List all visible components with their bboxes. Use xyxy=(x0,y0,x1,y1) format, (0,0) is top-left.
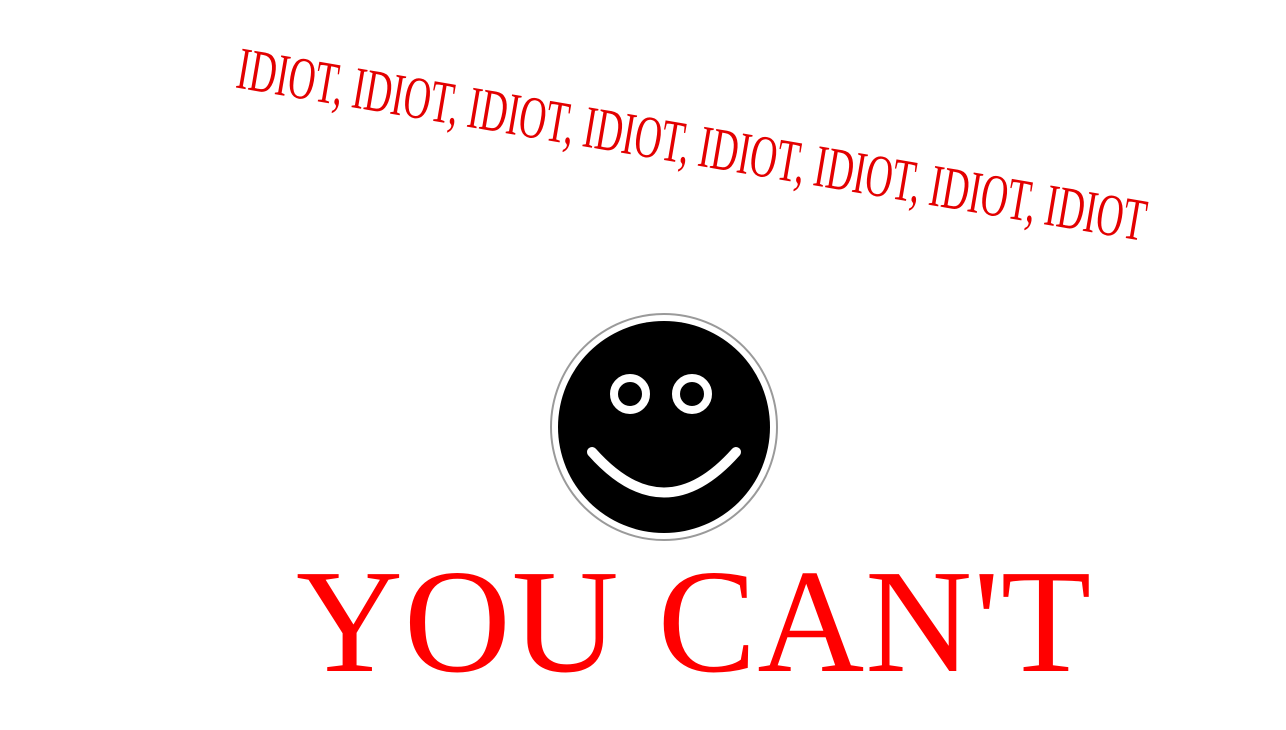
headline-text: YOU CAN'T xyxy=(296,540,1093,704)
idiot-banner-text: IDIOT, IDIOT, IDIOT, IDIOT, IDIOT, IDIOT, IDIOT, IDIOT xyxy=(232,35,1152,254)
smiley-face-icon xyxy=(548,311,780,543)
